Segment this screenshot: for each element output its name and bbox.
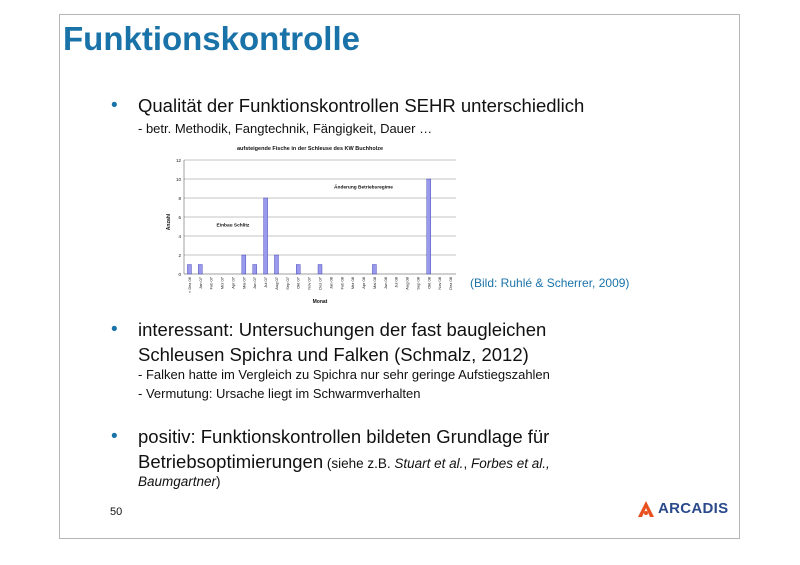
bullet-3-close: ): [216, 474, 221, 489]
bar: [296, 265, 300, 275]
chart-annotation: Änderung Betriebsregime: [334, 185, 393, 191]
x-tick-label: Sep 07: [284, 277, 290, 290]
x-tick-label: Nov 07: [306, 277, 312, 290]
figure-caption: (Bild: Ruhlé & Scherrer, 2009): [470, 276, 630, 290]
x-tick-label: Jun 07: [252, 277, 258, 290]
bar: [372, 265, 376, 275]
x-tick-label: Feb 08: [339, 277, 345, 290]
bullet-1-text: Qualität der Funktionskontrollen SEHR unterschiedlich: [138, 95, 585, 116]
bar: [274, 255, 278, 274]
bullet-2-sub-2: - Vermutung: Ursache liegt im Schwarmverhalten: [138, 386, 421, 401]
bar: [253, 265, 257, 275]
chart-annotations: [217, 184, 394, 229]
bullet-1-sub-1: - betr. Methodik, Fangtechnik, Fängigkeit, Dauer …: [138, 121, 433, 136]
bar: [198, 265, 202, 275]
x-tick-label: Apr 07: [230, 277, 236, 289]
y-tick-label: 8: [178, 195, 181, 201]
x-tick-label: < Dez 06: [186, 277, 192, 294]
chart-grid: [184, 160, 456, 274]
bullet-3-ref-3: Baumgartner: [138, 474, 217, 489]
bar: [427, 179, 431, 274]
chart-y-ticks: [176, 158, 182, 277]
x-tick-label: Mai 08: [371, 277, 377, 290]
y-tick-label: 4: [178, 233, 181, 239]
brand-name: ARCADIS: [658, 500, 729, 517]
arcadis-logo: [636, 498, 728, 520]
bullet-2-line-2: Schleusen Spichra und Falken (Schmalz, 2012): [138, 344, 529, 365]
chart-annotation: Einbau Schlitz: [216, 223, 250, 229]
bullet-3-ref-sep: ,: [463, 456, 471, 471]
bullet-2-line-1: interessant: Untersuchungen der fast baugleichen: [138, 319, 547, 340]
bullet-3-ref-2: Forbes et al.,: [470, 456, 550, 471]
y-tick-label: 10: [175, 176, 181, 182]
x-tick-label: Aug 07: [273, 277, 279, 290]
y-tick-label: 0: [178, 271, 181, 277]
bullet-dot-icon: •: [111, 426, 118, 447]
chart-x-axis-label: Monat: [312, 299, 328, 305]
page-number: 50: [110, 506, 123, 518]
bullet-3-see-prefix: (siehe z.B.: [323, 456, 395, 471]
bar: [187, 265, 191, 275]
x-tick-label: Apr 08: [361, 277, 367, 289]
bullet-3-keyword: Betriebsoptimierungen: [138, 451, 324, 472]
arcadis-logo-icon: [636, 499, 656, 519]
x-tick-label: Mai 07: [241, 277, 247, 290]
bullet-dot-icon: •: [111, 319, 118, 340]
bullet-3-line-1: positiv: Funktionskontrollen bildeten Grundlage für: [138, 426, 550, 447]
y-tick-label: 6: [178, 214, 181, 220]
chart-y-axis-label: Anzahl: [166, 213, 172, 231]
bullet-2-sub-1: - Falken hatte im Vergleich zu Spichra nur sehr geringe Aufstiegszahlen: [138, 367, 550, 382]
bullet-3-line-2: [138, 450, 550, 476]
x-tick-label: Aug 08: [404, 277, 410, 290]
bullet-3-ref-1: Stuart et al.: [394, 456, 464, 471]
bar: [318, 265, 322, 275]
bullet-3-line-3: [138, 474, 221, 489]
y-tick-label: 12: [175, 157, 181, 163]
chart-title: aufsteigende Fische in der Schleuse des KW Buchholze: [236, 146, 384, 152]
x-tick-label: Jan 08: [328, 277, 334, 290]
x-tick-label: Okt 07: [295, 277, 301, 289]
x-tick-label: Jul 07: [263, 277, 269, 288]
x-tick-label: Sep 08: [415, 277, 421, 290]
x-tick-label: Jun 08: [382, 277, 388, 290]
x-tick-label: Okt 08: [426, 277, 432, 289]
x-tick-label: Dez 07: [317, 277, 323, 290]
bullet-dot-icon: •: [111, 95, 118, 116]
x-tick-label: Mrz 08: [350, 277, 356, 290]
fish-count-bar-chart: [160, 142, 460, 307]
y-tick-label: 2: [178, 252, 181, 258]
x-tick-label: Nov 08: [437, 277, 443, 290]
x-tick-label: Feb 07: [208, 277, 214, 290]
bar: [264, 198, 268, 274]
x-tick-label: Jan 07: [197, 277, 203, 290]
x-tick-label: Jul 08: [393, 277, 399, 288]
slide-title: Funktionskontrolle: [63, 20, 360, 57]
bar: [242, 255, 246, 274]
x-tick-label: Dez 08: [448, 277, 454, 290]
x-tick-label: Mrz 07: [219, 277, 225, 290]
chart-x-ticks: [187, 276, 453, 293]
